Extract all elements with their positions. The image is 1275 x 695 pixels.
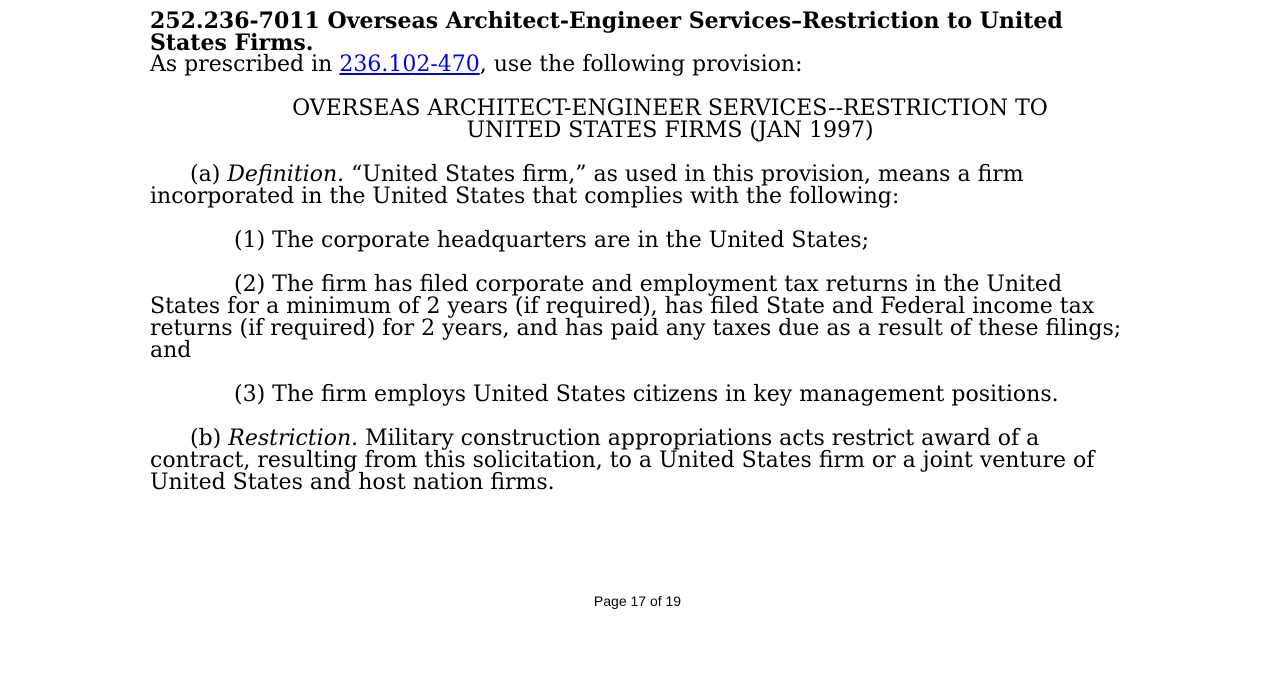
paragraph-a-term: Definition. (227, 162, 345, 187)
item-2-line4: and (150, 338, 192, 363)
paragraph-a-line2: incorporated in the United States that complies with the following: (150, 184, 900, 209)
item-1: (1) The corporate headquarters are in the United States; (234, 228, 869, 253)
paragraph-b-label: (b) (190, 426, 229, 451)
page-number: Page 17 of 19 (593, 593, 682, 609)
reference-link[interactable]: 236.102-470 (339, 52, 480, 77)
paragraph-b (150, 428, 1150, 494)
document-page (150, 10, 1150, 494)
intro-text (150, 54, 1150, 76)
provision-title (150, 98, 1190, 142)
clause-heading-line2: States Firms. (150, 30, 314, 56)
intro-prefix: As prescribed in (150, 52, 340, 77)
provision-title-line2: UNITED STATES FIRMS (JAN 1997) (466, 118, 874, 143)
item-2-line2: States for a minimum of 2 years (if required), has filed State and Federal income tax (150, 294, 1095, 319)
paragraph-a (150, 164, 1150, 208)
clause-heading (150, 10, 1150, 54)
intro-suffix: , use the following provision: (479, 52, 803, 77)
paragraph-b-line2: contract, resulting from this solicitation, to a United States firm or a joint venture of (150, 448, 1095, 473)
clause-heading-line1: 252.236-7011 Overseas Architect-Engineer Services–Restriction to United (150, 8, 1063, 34)
paragraph-b-line3: United States and host nation firms. (150, 470, 555, 495)
paragraph-b-term: Restriction. (228, 426, 359, 451)
item-2 (150, 274, 1150, 362)
paragraph-a-text: “United States firm,” as used in this provision, means a firm (344, 162, 1024, 187)
provision-title-line1: OVERSEAS ARCHITECT-ENGINEER SERVICES--RESTRICTION TO (292, 96, 1048, 121)
item-2-line1: (2) The firm has filed corporate and employment tax returns in the United (234, 272, 1063, 297)
paragraph-a-label: (a) (190, 162, 228, 187)
item-3: (3) The firm employs United States citizens in key management positions. (234, 382, 1059, 407)
paragraph-b-text: Military construction appropriations acts restrict award of a (358, 426, 1040, 451)
item-2-line3: returns (if required) for 2 years, and has paid any taxes due as a result of these filings; (150, 316, 1122, 341)
